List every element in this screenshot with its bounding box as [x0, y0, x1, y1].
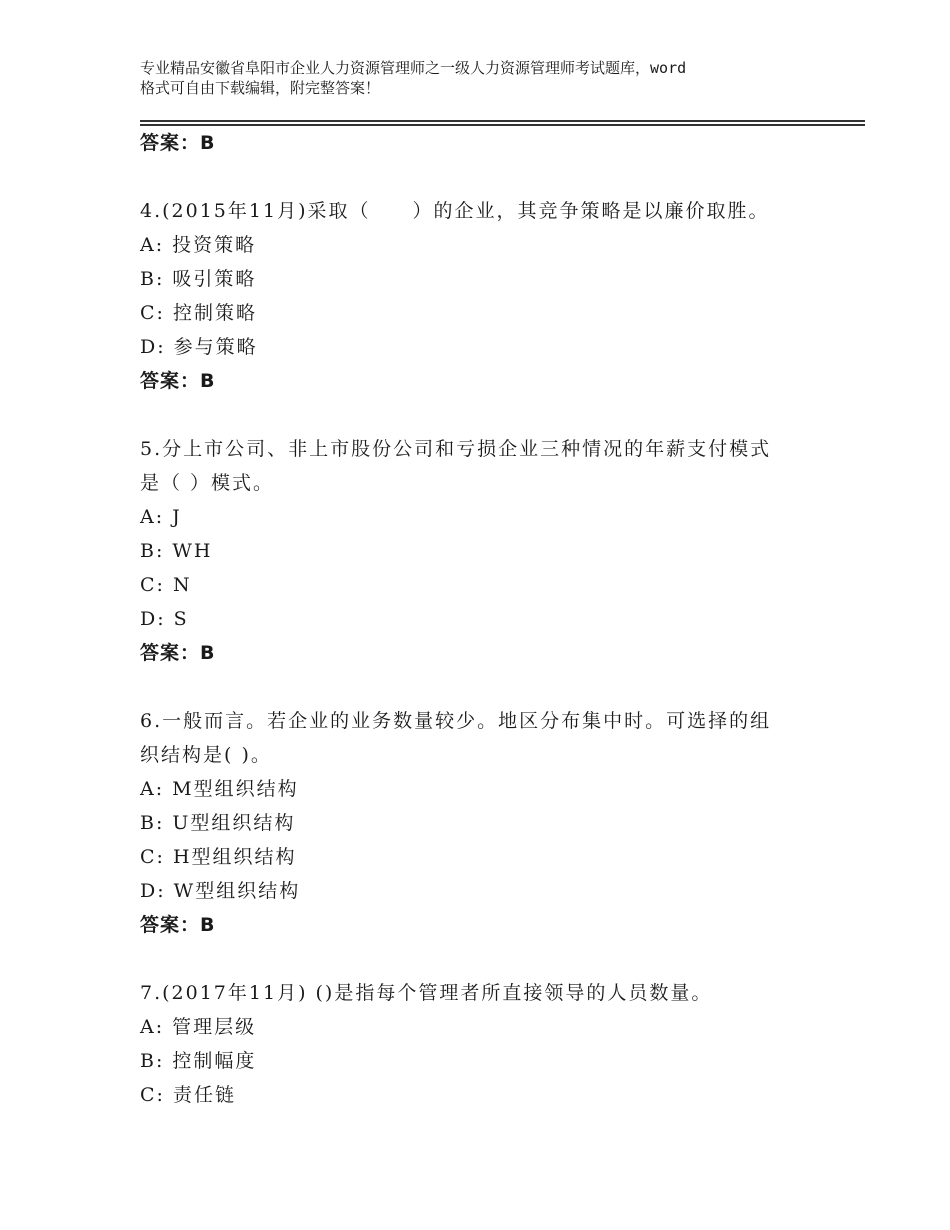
- question-text-line-2: 是（ ）模式。: [140, 472, 275, 494]
- option-a: A: M型组织结构: [140, 778, 299, 800]
- option-c: C: 责任链: [140, 1084, 236, 1106]
- option-d: D: S: [140, 608, 189, 630]
- question-5: [140, 432, 840, 670]
- question-text-line-1: 5.分上市公司、非上市股份公司和亏损企业三种情况的年薪支付模式: [140, 438, 772, 460]
- option-d: D: 参与策略: [140, 336, 258, 358]
- answer-line: 答案：B: [140, 132, 216, 154]
- question-7: [140, 976, 840, 1112]
- header-line-1: 专业精品安徽省阜阳市企业人力资源管理师之一级人力资源管理师考试题库，word: [140, 59, 687, 77]
- answer-line: 答案：B: [140, 642, 216, 664]
- question-text-line-1: 6.一般而言。若企业的业务数量较少。地区分布集中时。可选择的组: [140, 710, 772, 732]
- option-c: C: 控制策略: [140, 302, 257, 324]
- question-text-line-2: 织结构是( )。: [140, 744, 272, 766]
- option-a: A: 管理层级: [140, 1016, 257, 1038]
- option-a: A: 投资策略: [140, 234, 257, 256]
- option-b: B: 控制幅度: [140, 1050, 257, 1072]
- header-rule-top: [140, 120, 865, 122]
- header-line-2: 格式可自由下载编辑，附完整答案！: [140, 79, 381, 97]
- option-c: C: H型组织结构: [140, 846, 297, 868]
- question-text: 7.(2017年11月) ()是指每个管理者所直接领导的人员数量。: [140, 982, 713, 1004]
- option-b: B: 吸引策略: [140, 268, 257, 290]
- option-a: A: J: [140, 506, 182, 528]
- question-text: 4.(2015年11月)采取（ ）的企业，其竞争策略是以廉价取胜。: [140, 200, 770, 222]
- document-header: [140, 58, 840, 98]
- answer-line: 答案：B: [140, 370, 216, 392]
- question-4: [140, 194, 840, 398]
- option-b: B: U型组织结构: [140, 812, 296, 834]
- option-c: C: N: [140, 574, 192, 596]
- option-d: D: W型组织结构: [140, 880, 301, 902]
- option-b: B: WH: [140, 540, 213, 562]
- document-body: [140, 126, 840, 1112]
- question-6: [140, 704, 840, 942]
- answer-line: 答案：B: [140, 914, 216, 936]
